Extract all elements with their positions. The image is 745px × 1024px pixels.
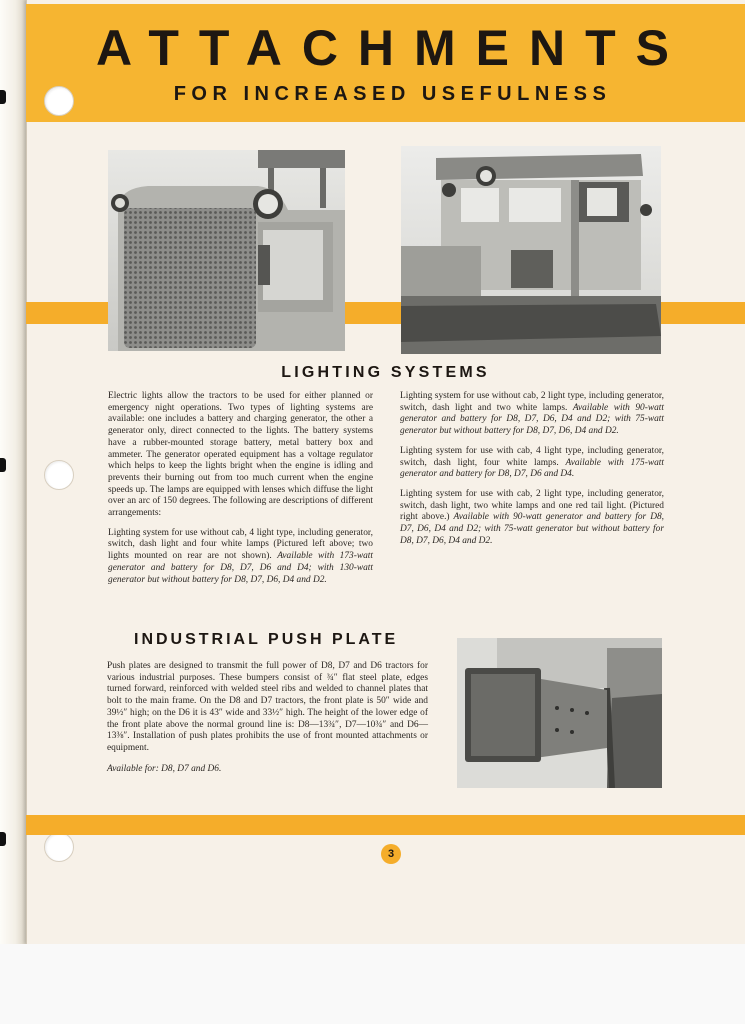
lighting-column-right [400,391,664,555]
punch-hole [44,86,74,116]
lighting-item-2 [400,391,664,438]
lighting-item-1-availability: Available with 173-watt generator and battery for D8, D7, D6 and D4; with 130-watt generator but without battery for D8, D7, D6, D4 and D2. [108,551,373,585]
push-plate-body: Push plates are designed to transmit the full power of D8, D7 and D6 tractors for various industrial purposes. These bumpers consist of ¾″ flat steel plate, edges turned forward, reinforced with welded steel ribs and welded to channel plates that bolt to the main frame. On the D8 and D7 tractors, the front plate is 50″ wide and 39½″ high; on the D6 it is 43″ wide and 33½″ high. The height of the lower edge of the front plate above the normal ground line is: D8—13¾″, D7—10¾″ and D6—13⅜″. Installation of push plates prohibits the use of front mounted attachments or equipment. [107,661,428,753]
binding-mark [0,90,6,104]
punch-hole [44,460,74,490]
scan-background [0,944,745,1024]
lighting-item-4-text: Lighting system for use with cab, 2 light type, including generator, switch, dash light, two white lamps and one red tail light. (Pictured right above.) [400,488,664,523]
lighting-item-3-text: Lighting system for use with cab, 4 light type, including generator, switch, dash light, four white lamps. [400,445,664,468]
lighting-item-4-availability: Available with 90-watt generator and battery for D8, D7, D6, D4 and D2; with 75-watt generator but without battery for D8, D7, D6, D4 and D2. [400,512,664,546]
push-plate-text [107,661,428,784]
punch-hole [44,832,74,862]
page-title: ATTACHMENTS [95,20,690,76]
footer-stripe [26,815,745,835]
page-number: 3 [381,844,401,864]
photo-tractor-lights-with-cab [401,146,661,354]
lighting-item-2-text: Lighting system for use without cab, 2 light type, including generator, switch, dash light and two white lamps. [400,391,664,413]
lighting-intro: Electric lights allow the tractors to be used for either planned or emergency night operations. Two types of lighting systems are available: one includes a battery and charging generator, the other a generator only, direct connected to the lights. The battery systems have a rubber-mounted storage battery, metal battery box and ammeter. The generator operated equipment has a voltage regulator which helps to keep the lights bright when the engine is idling and prevents their burning out from too much current when the engine speeds up. The lamps are equipped with lenses which diffuse the light over an arc of 150 degrees. The following are descriptions of different arrangements: [108,391,373,519]
binding-gutter [0,0,26,944]
photo-tractor-lights-no-cab [108,150,345,351]
section-heading-lighting: LIGHTING SYSTEMS [281,364,490,381]
lighting-item-3-availability: Available with 175-watt generator and battery for D8, D7, D6 and D4. [400,457,664,480]
accent-stripe [345,302,401,324]
page-subtitle: FOR INCREASED USEFULNESS [173,83,612,105]
lighting-item-4 [400,489,664,548]
lighting-item-2-availability: Available with 90-watt generator and battery for D8, D7, D6, D4 and D2; with 75-watt generator but without battery for D8, D7, D6, D4 and D2. [400,402,664,437]
lighting-item-1-text: Lighting system for use without cab, 4 light type, including generator, switch, dash light and four white lamps (Pictured left above; two lights mounted on rear are not shown). [108,527,373,562]
lighting-item-1 [108,528,373,587]
lighting-column-left [108,391,373,594]
binding-mark [0,458,6,472]
push-plate-availability-text: Available for: D8, D7 and D6. [107,763,222,774]
lighting-item-3 [400,446,664,481]
binding-mark [0,832,6,846]
section-heading-push-plate: INDUSTRIAL PUSH PLATE [134,631,399,648]
accent-stripe [26,302,108,324]
photo-industrial-push-plate [457,638,662,788]
accent-stripe [661,302,745,324]
push-plate-availability [107,764,428,776]
